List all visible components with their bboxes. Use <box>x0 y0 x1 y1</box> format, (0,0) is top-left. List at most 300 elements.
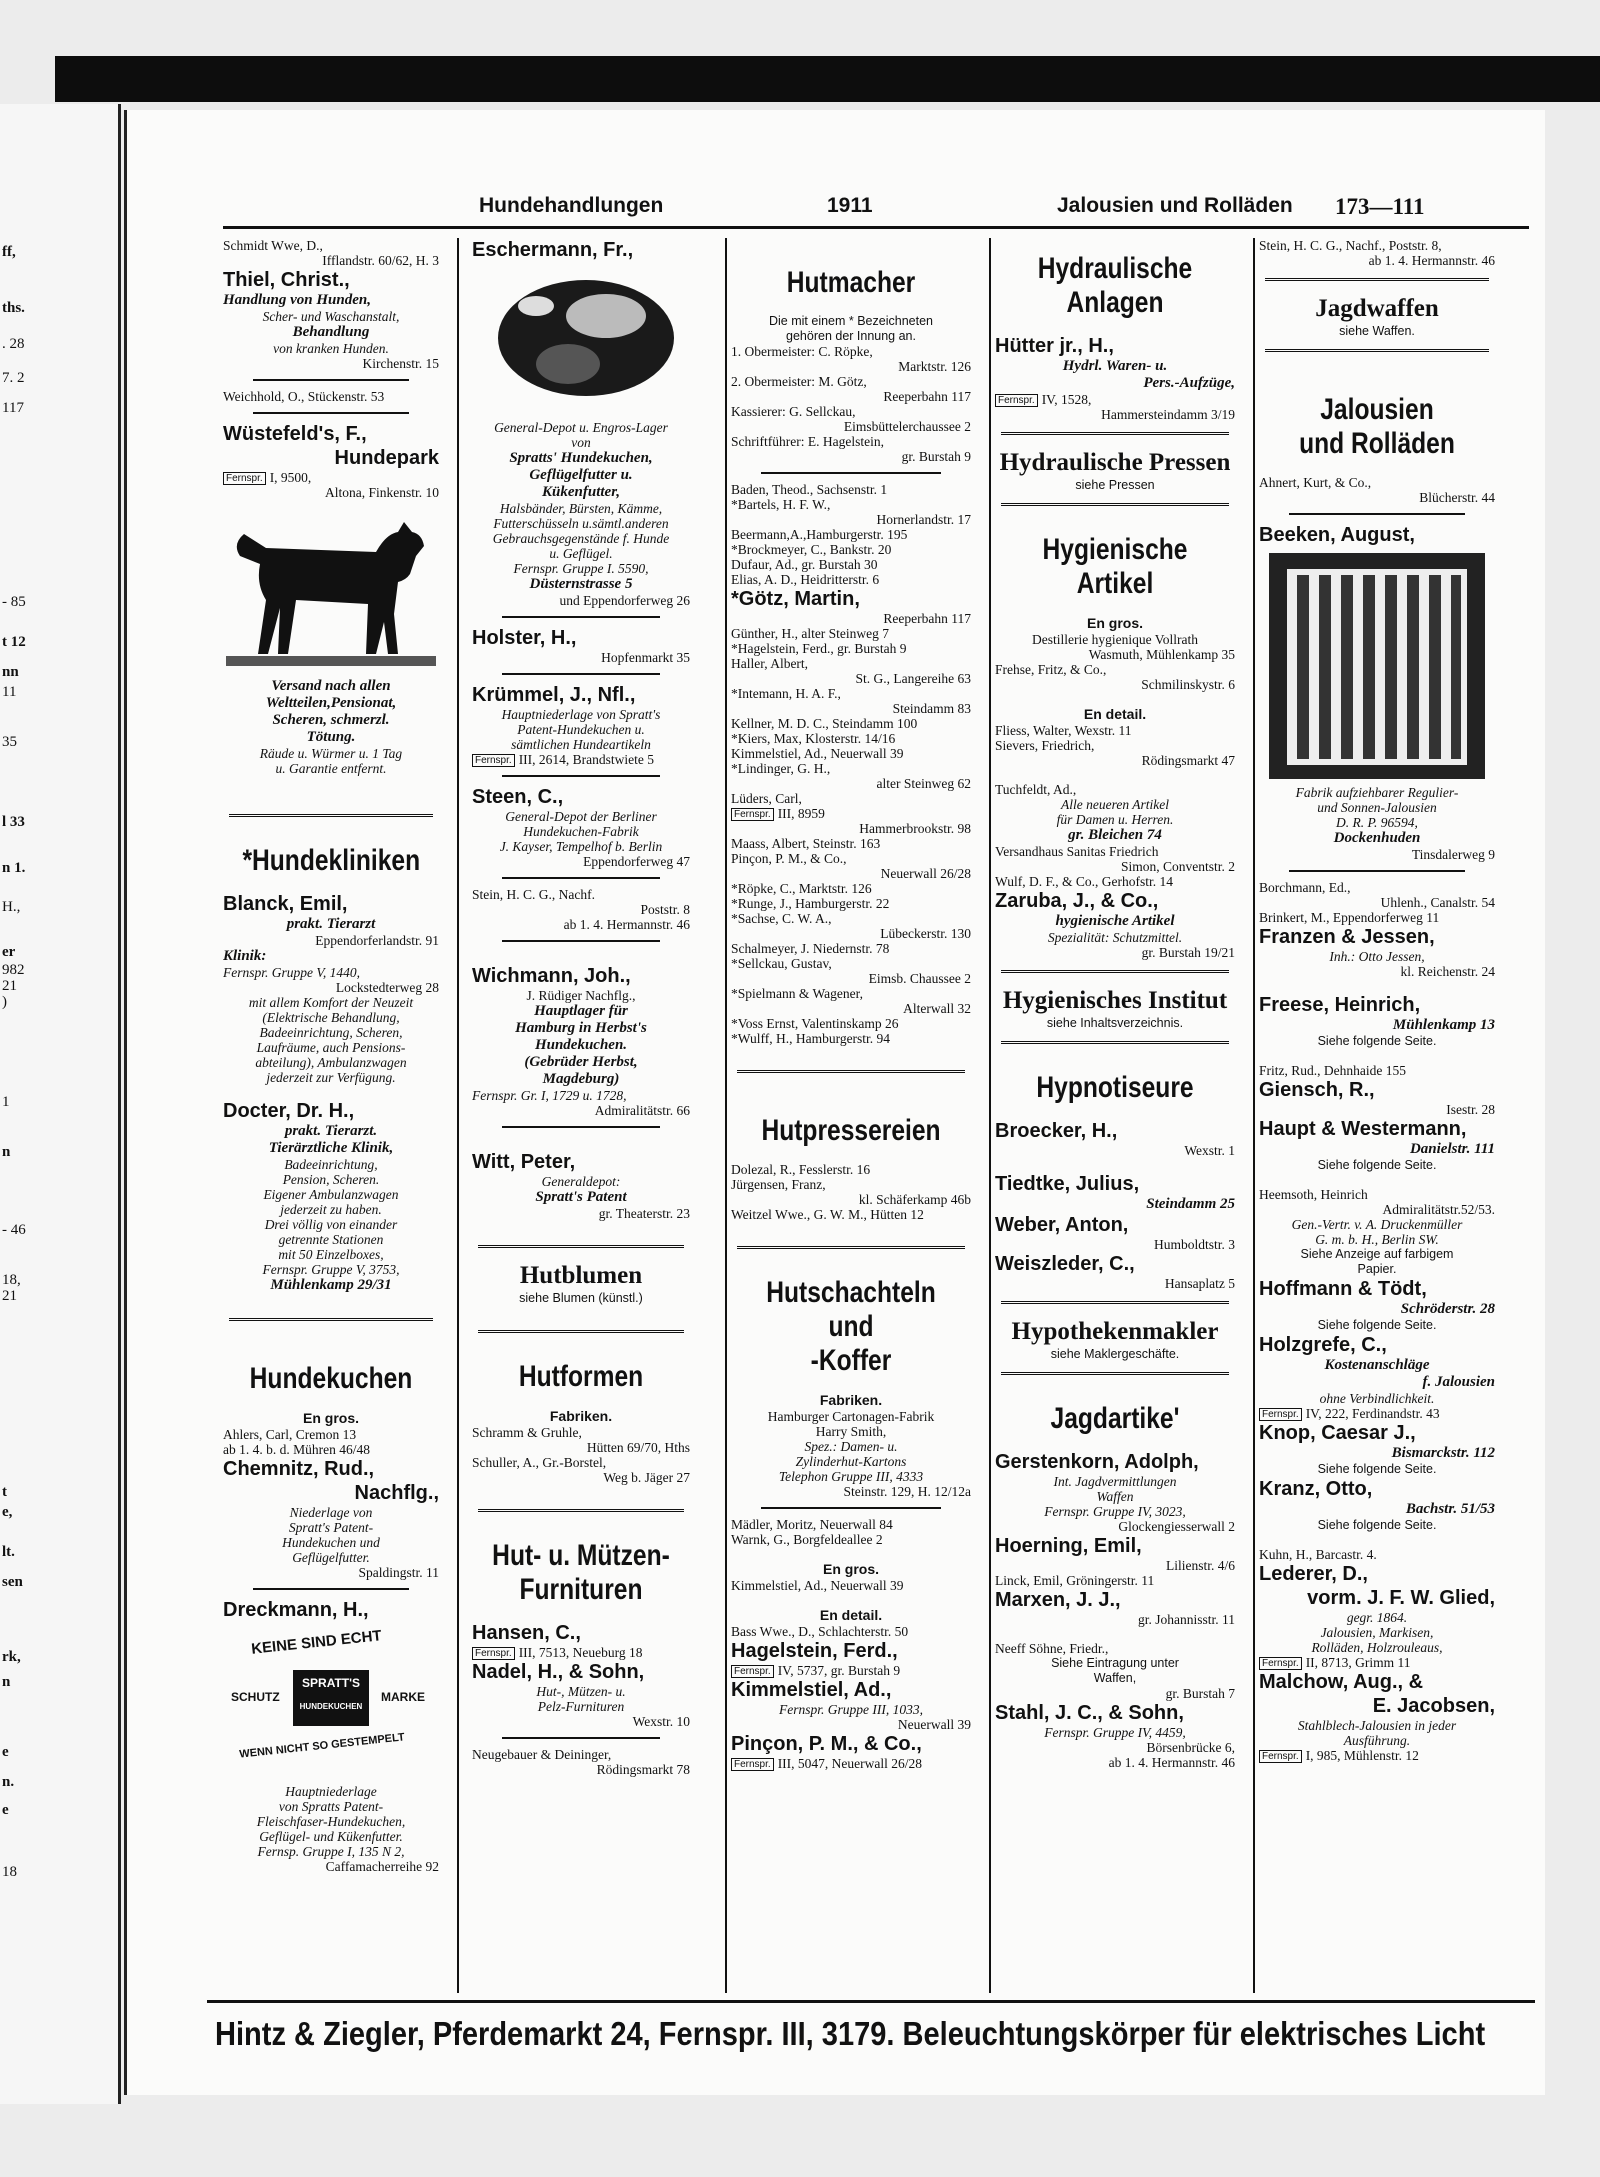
entry-line: Telephon Gruppe III, 4333 <box>778 1469 924 1484</box>
section-rule <box>737 1246 965 1252</box>
entry-line <box>223 470 439 485</box>
entry-line: D. R. P. 96594, <box>1336 815 1418 830</box>
entry-line: Lüders, Carl, <box>731 791 802 806</box>
left-page-fragment: t 12 <box>2 634 26 650</box>
left-page-fragment: ff, <box>2 244 16 260</box>
spacer <box>223 1396 439 1410</box>
header-year: 1911 <box>827 194 873 217</box>
entry-line: gr. Johannisstr. 11 <box>1137 1612 1235 1627</box>
cross-reference: Siehe folgende Seite. <box>1317 1034 1437 1048</box>
entry-line: *Röpke, C., Marktstr. 126 <box>731 881 872 896</box>
cross-reference: siehe Waffen. <box>1339 324 1415 338</box>
section-rule <box>253 379 409 381</box>
spacer <box>1259 1533 1495 1547</box>
spacer <box>1259 979 1495 993</box>
left-page-fragment: t <box>2 1484 7 1500</box>
section-heading: und Rolläden <box>1299 427 1455 460</box>
entry-line: Hydrl. Waren- u. <box>1062 358 1168 374</box>
entry-line: prakt. Tierarzt. <box>284 1123 378 1139</box>
entry-line: Bachstr. 51/53 <box>1405 1501 1495 1517</box>
spacer <box>472 1136 690 1150</box>
left-page-fragment: 18, <box>2 1272 21 1288</box>
logo-top-text: KEINE SIND ECHT <box>250 1627 383 1658</box>
section-rule <box>1001 503 1229 509</box>
entry-name: Holster, H., <box>472 627 577 649</box>
entry-line: Patent-Hundekuchen u. <box>517 722 645 737</box>
section-rule <box>478 1245 684 1251</box>
entry-line <box>1259 1406 1495 1421</box>
entry-line: Versand nach allen <box>271 678 391 694</box>
entry-name: Chemnitz, Rud., <box>223 1458 375 1480</box>
cross-reference: Papier. <box>1357 1262 1397 1276</box>
entry-name: Weber, Anton, <box>995 1214 1129 1236</box>
cross-reference: Siehe folgende Seite. <box>1317 1518 1437 1532</box>
entry-line: Humboldtstr. 3 <box>1153 1237 1235 1252</box>
spacer <box>731 1547 971 1561</box>
entry-line: Bismarckstr. 112 <box>1391 1445 1495 1461</box>
entry-line: Dockenhuden <box>1333 830 1421 846</box>
scan-border <box>55 56 1600 102</box>
entry-line: Futterschüsseln u.sämtl.anderen <box>493 516 669 531</box>
entry-line: Geflügelfutter u. <box>529 467 633 483</box>
entry-line: Stahlblech-Jalousien in jeder <box>1297 1718 1457 1733</box>
entry-line: mit 50 Einzelboxes, <box>278 1247 384 1262</box>
spacer <box>223 878 439 892</box>
spacer <box>1259 365 1495 393</box>
section-heading: Jagdartike' <box>1050 1402 1180 1435</box>
entry-name: Haupt & Westermann, <box>1259 1118 1467 1140</box>
entry-line: Fernspr. Gruppe V, 3753, <box>262 1262 400 1277</box>
entry-line: Mädler, Moritz, Neuerwall 84 <box>731 1517 893 1532</box>
entry-line: Schröderstr. 28 <box>1400 1301 1495 1317</box>
spacer <box>472 1221 690 1235</box>
entry-line <box>1259 1655 1495 1670</box>
entry-line: getrennte Stationen <box>278 1232 384 1247</box>
entry-name: Dreckmann, H., <box>223 1599 369 1621</box>
entry-line: Frehse, Fritz, & Co., <box>995 662 1107 677</box>
left-page-fragment: 11 <box>2 684 17 700</box>
spacer <box>995 1057 1235 1071</box>
entry-line: Alle neueren Artikel <box>1061 797 1169 812</box>
entry-line: Düsternstrasse 5 <box>529 576 633 592</box>
left-page-fragment: er <box>2 944 16 960</box>
left-page-fragment: 982 <box>2 962 25 978</box>
left-page-fragment: 21 <box>2 1288 17 1304</box>
entry-line: Hauptniederlage <box>285 1784 377 1799</box>
cross-reference: siehe Maklergeschäfte. <box>1050 1347 1180 1361</box>
subheading: En gros. <box>822 1561 879 1577</box>
cross-reference: Die mit einem * Bezeichneten <box>769 314 933 328</box>
section-heading: Hutformen <box>518 1360 644 1393</box>
entry-name: E. Jacobsen, <box>1372 1695 1495 1717</box>
spacer <box>731 1378 971 1392</box>
section-heading: Hutmacher <box>786 266 916 299</box>
spacer <box>472 1346 690 1360</box>
entry-line: Geflügel- und Kükenfutter. <box>259 1829 403 1844</box>
section-heading: Hypothekenmakler <box>1011 1318 1219 1345</box>
entry-line: Hamburg in Herbst's <box>515 1020 647 1036</box>
entry-line: Fleischfaser-Hundekuchen, <box>256 1814 406 1829</box>
section-heading: Anlagen <box>1066 286 1164 319</box>
entry-name: Beeken, August, <box>1259 524 1415 546</box>
spacer <box>731 300 971 314</box>
section-rule <box>1265 349 1489 355</box>
entry-text: III, 8959 <box>777 806 825 821</box>
section-rule <box>229 1318 433 1324</box>
entry-name: Weiszleder, C., <box>995 1253 1135 1275</box>
entry-line: Pinçon, P. M., & Co., <box>731 851 847 866</box>
spacer <box>731 1262 971 1276</box>
entry-line: Lilienstr. 4/6 <box>1166 1558 1235 1573</box>
entry-line: Fliess, Walter, Wexstr. 11 <box>995 723 1132 738</box>
column-divider <box>1253 238 1255 1993</box>
entry-line: Hütten 69/70, Hths <box>586 1440 690 1455</box>
section-heading: Hygienische Artikel <box>1042 533 1188 600</box>
entry-line <box>1259 1748 1495 1763</box>
entry-line: Fernspr. Gruppe V, 1440, <box>223 965 361 980</box>
entry-line: Marktstr. 126 <box>898 359 971 374</box>
entry-line: jederzeit zu haben. <box>280 1202 382 1217</box>
entry-line: Schalmeyer, J. Niedernstr. 78 <box>731 941 890 956</box>
entry-line: Ausführung. <box>1343 1733 1411 1748</box>
spacer <box>223 830 439 844</box>
entry-line: Halsbänder, Bürsten, Kämme, <box>499 501 663 516</box>
left-page-edge <box>0 104 121 2104</box>
entry-line: Ahnert, Kurt, & Co., <box>1259 475 1372 490</box>
cross-reference: siehe Inhaltsverzeichnis. <box>1046 1016 1184 1030</box>
spacer <box>1259 1173 1495 1187</box>
entry-line: Kellner, M. D. C., Steindamm 100 <box>731 716 918 731</box>
subheading: En detail. <box>1083 706 1147 722</box>
entry-line: (Gebrüder Herbst, <box>524 1054 638 1070</box>
entry-line: Hammersteindamm 3/19 <box>1101 407 1235 422</box>
entry-line: Hundekuchen und <box>282 1535 380 1550</box>
entry-line: Niederlage von <box>289 1505 373 1520</box>
entry-line: Börsenbrücke 6, <box>1146 1740 1235 1755</box>
entry-line: Eppendorferweg 47 <box>583 854 690 869</box>
entry-line: u. Garantie entfernt. <box>275 761 387 776</box>
section-rule <box>1265 278 1489 284</box>
telephone-badge: Fernspr. <box>731 1665 774 1678</box>
entry-line: kl. Schäferkamp 46b <box>858 1192 971 1207</box>
left-page-fragment: H., <box>2 899 21 915</box>
section-rule <box>1289 870 1465 872</box>
entry-line: Laufräume, auch Pensions- <box>256 1040 406 1055</box>
left-page-fragment: - 46 <box>2 1222 26 1238</box>
column-divider <box>989 238 991 1993</box>
entry-name: Franzen & Jessen, <box>1259 926 1435 948</box>
entry-line: Spratt's Patent <box>535 1189 627 1205</box>
entry-text: III, 2614, Brandstwiete 5 <box>518 752 655 767</box>
entry-line: *Runge, J., Hamburgerstr. 22 <box>731 896 890 911</box>
entry-line: Spezialität: Schutzmittel. <box>1047 930 1183 945</box>
entry-line: *Lindinger, G. H., <box>731 761 831 776</box>
entry-line: Eigener Ambulanzwagen <box>263 1187 399 1202</box>
section-heading: Jagdwaffen <box>1315 295 1439 322</box>
left-page-fragment: ) <box>2 994 7 1010</box>
entry-line: *Sachse, C. W. A., <box>731 911 832 926</box>
entry-line: Spratts' Hundekuchen, <box>509 450 653 466</box>
entry-line: Haller, Albert, <box>731 656 809 671</box>
cross-reference: siehe Pressen <box>1075 478 1155 492</box>
section-rule <box>229 814 433 820</box>
telephone-badge: Fernspr. <box>1259 1408 1302 1421</box>
entry-line: gr. Burstah 7 <box>1165 1686 1235 1701</box>
entry-name: Tiedtke, Julius, <box>995 1173 1140 1195</box>
section-rule <box>502 616 660 618</box>
entry-line: Tierärztliche Klinik, <box>268 1140 394 1156</box>
entry-line: Generaldepot: <box>541 1174 621 1189</box>
entry-name: Docter, Dr. H., <box>223 1100 355 1122</box>
entry-line: St. G., Langereihe 63 <box>855 671 971 686</box>
entry-line <box>731 1663 971 1678</box>
entry-line: Neugebauer & Deininger, <box>472 1747 612 1762</box>
entry-line: ab 1. 4. Hermannstr. 46 <box>1108 1755 1235 1770</box>
entry-line: und Sonnen-Jalousien <box>1317 800 1437 815</box>
section-heading: Hypnotiseure <box>1036 1071 1194 1104</box>
spacer <box>995 1436 1235 1450</box>
entry-line <box>731 1756 971 1771</box>
left-page-fragment: 21 <box>2 978 17 994</box>
entry-line: Eimsb. Chaussee 2 <box>868 971 971 986</box>
entry-line: Hammerbrookstr. 98 <box>859 821 971 836</box>
entry-line: Rolläden, Holzrouleaus, <box>1311 1640 1443 1655</box>
cross-reference: Siehe folgende Seite. <box>1317 1158 1437 1172</box>
spacer <box>995 519 1235 533</box>
cross-reference: gehören der Innung an. <box>786 329 916 343</box>
entry-line: Stein, H. C. G., Nachf. <box>472 887 595 902</box>
column-4 <box>995 238 1235 1770</box>
entry-text: I, 985, Mühlenstr. 12 <box>1305 1748 1419 1763</box>
section-rule <box>1001 1041 1229 1047</box>
jalousie-illustration <box>1267 551 1487 781</box>
entry-line: *Kiers, Max, Klosterstr. 14/16 <box>731 731 896 746</box>
entry-name: Wichmann, Joh., <box>472 965 631 987</box>
entry-line: Elias, A. D., Heidritterstr. 6 <box>731 572 880 587</box>
entry-line: Gebrauchsgegenstände f. Hunde <box>492 531 670 546</box>
section-heading: Jalousien <box>1320 393 1434 426</box>
entry-line <box>472 1645 690 1660</box>
entry-text: I, 9500, <box>269 470 312 485</box>
entry-line: Glockengiesserwall 2 <box>1118 1519 1235 1534</box>
section-heading: *Hundekliniken <box>242 844 421 877</box>
entry-name: Malchow, Aug., & <box>1259 1671 1424 1693</box>
section-rule <box>502 877 660 879</box>
entry-line: für Damen u. Herren. <box>1056 812 1174 827</box>
entry-line: *Spielmann & Wagener, <box>731 986 863 1001</box>
entry-line: ab 1. 4. b. d. Mühren 46/48 <box>223 1442 370 1457</box>
entry-line: Schramm & Gruhle, <box>472 1425 582 1440</box>
spacer <box>995 692 1235 706</box>
section-rule <box>502 1737 660 1739</box>
entry-line: Pelz-Furnituren <box>537 1699 625 1714</box>
logo-center-text: SPRATT'S <box>293 1670 369 1726</box>
entry-line: Baden, Theod., Sachsenstr. 1 <box>731 482 888 497</box>
column-divider <box>725 238 727 1993</box>
entry-name: Witt, Peter, <box>472 1151 576 1173</box>
entry-line: Maass, Albert, Steinstr. 163 <box>731 836 881 851</box>
entry-line: Schmilinskystr. 6 <box>1141 677 1235 692</box>
section-rule <box>1001 1301 1229 1307</box>
column-3 <box>731 238 971 1771</box>
section-rule <box>478 1509 684 1515</box>
entry-line: Weltteilen,Pensionat, <box>265 695 397 711</box>
left-page-fragment: n <box>2 1144 11 1160</box>
entry-line: Handlung von Hunden, <box>223 292 371 308</box>
entry-line: Lockstedterweg 28 <box>335 980 439 995</box>
entry-line: Dolezal, R., Fesslerstr. 16 <box>731 1162 871 1177</box>
spacer <box>995 1158 1235 1172</box>
entry-line: Eimsbüttelerchaussee 2 <box>843 419 971 434</box>
entry-line: Weg b. Jäger 27 <box>603 1470 690 1485</box>
entry-line: Kassierer: G. Sellckau, <box>731 404 856 419</box>
entry-line: *Hagelstein, Ferd., gr. Burstah 9 <box>731 641 907 656</box>
entry-line: Tuchfeldt, Ad., <box>995 782 1077 797</box>
entry-name: Nadel, H., & Sohn, <box>472 1661 645 1683</box>
entry-line: Geflügelfutter. <box>292 1550 370 1565</box>
entry-line: Scher- und Waschanstalt, <box>262 309 400 324</box>
section-heading: Hutblumen <box>519 1262 643 1289</box>
entry-name: Gerstenkorn, Adolph, <box>995 1451 1199 1473</box>
entry-line: Blücherstr. 44 <box>1419 490 1495 505</box>
entry-name: Kranz, Otto, <box>1259 1478 1373 1500</box>
left-page-fragment: nn <box>2 664 19 680</box>
left-page-fragment: - 85 <box>2 594 26 610</box>
entry-name: Broecker, H., <box>995 1120 1118 1142</box>
entry-name: Thiel, Christ., <box>223 269 350 291</box>
entry-line: und Eppendorferweg 26 <box>559 593 690 608</box>
entry-line: Schuller, A., Gr.-Borstel, <box>472 1455 607 1470</box>
entry-line: Günther, H., alter Steinweg 7 <box>731 626 890 641</box>
entry-line: Mühlenkamp 13 <box>1392 1017 1495 1033</box>
spacer <box>223 1294 439 1308</box>
entry-line: 1. Obermeister: C. Röpke, <box>731 344 873 359</box>
telephone-badge: Fernspr. <box>731 1758 774 1771</box>
entry-line: Warnk, G., Borgfeldeallee 2 <box>731 1532 883 1547</box>
entry-line: Rödingsmarkt 47 <box>1141 753 1235 768</box>
spacer <box>995 768 1235 782</box>
entry-name: Freese, Heinrich, <box>1259 994 1421 1016</box>
entry-line: Poststr. 8 <box>640 902 690 917</box>
entry-name: Nachflg., <box>354 1482 439 1504</box>
entry-line: *Sellckau, Gustav, <box>731 956 832 971</box>
entry-line: Schriftführer: E. Hagelstein, <box>731 434 884 449</box>
entry-name: Hagelstein, Ferd., <box>731 1640 898 1662</box>
entry-line: Versandhaus Sanitas Friedrich <box>995 844 1159 859</box>
cross-reference: Siehe Anzeige auf farbigem <box>1300 1247 1454 1261</box>
cross-reference: Siehe Eintragung unter <box>1051 1656 1179 1670</box>
entry-line: Fritz, Rud., Dehnhaide 155 <box>1259 1063 1406 1078</box>
column-divider <box>457 238 459 1993</box>
cross-reference: Siehe folgende Seite. <box>1317 1462 1437 1476</box>
entry-line: Beermann,A.,Hamburgerstr. 195 <box>731 527 908 542</box>
entry-line: Altona, Finkenstr. 10 <box>325 485 439 500</box>
spacer <box>223 776 439 804</box>
section-heading: Hutschachteln und <box>766 1276 936 1343</box>
entry-line: Behandlung <box>292 324 370 340</box>
cross-reference: Waffen, <box>1093 1671 1137 1685</box>
left-page-fragment: e, <box>2 1504 13 1520</box>
entry-line: Steindamm 25 <box>1146 1196 1235 1212</box>
section-heading: -Koffer <box>810 1344 892 1377</box>
entry-line: Hansaplatz 5 <box>1164 1276 1235 1291</box>
entry-line: von kranken Hunden. <box>273 341 389 356</box>
entry-line: Borchmann, Ed., <box>1259 880 1351 895</box>
entry-line: Kimmelstiel, Ad., Neuerwall 39 <box>731 1578 904 1593</box>
section-heading: Hydraulische Pressen <box>999 449 1231 476</box>
spacer <box>472 1394 690 1408</box>
entry-line: Heemsoth, Heinrich <box>1259 1187 1368 1202</box>
section-heading: Furnituren <box>519 1573 643 1606</box>
entry-line: Spez.: Damen- u. <box>804 1439 898 1454</box>
subheading: Fabriken. <box>819 1392 883 1408</box>
entry-line: Hauptlager für <box>534 1003 628 1019</box>
spacer <box>472 1525 690 1539</box>
section-rule <box>1001 1372 1229 1378</box>
section-rule <box>253 1588 409 1590</box>
entry-name: Holzgrefe, C., <box>1259 1334 1387 1356</box>
entry-line: Sievers, Friedrich, <box>995 738 1095 753</box>
section-rule <box>502 673 660 675</box>
entry-line: jederzeit zur Verfügung. <box>266 1070 396 1085</box>
entry-line: J. Kayser, Tempelhof b. Berlin <box>499 839 663 854</box>
subheading: En gros. <box>302 1410 359 1426</box>
entry-line: Kostenanschläge <box>1324 1357 1430 1373</box>
spacer <box>731 238 971 266</box>
entry-name: Marxen, J. J., <box>995 1589 1121 1611</box>
spacer <box>731 1593 971 1607</box>
entry-line: Bass Wwe., D., Schlachterstr. 50 <box>731 1624 909 1639</box>
section-heading: Hutpressereien <box>761 1114 941 1147</box>
spacer <box>472 1607 690 1621</box>
entry-name: Hoerning, Emil, <box>995 1535 1142 1557</box>
entry-line: gr. Burstah 9 <box>901 449 971 464</box>
entry-line: *Bartels, H. F. W., <box>731 497 831 512</box>
entry-line: Alterwall 32 <box>903 1001 971 1016</box>
dog-illustration <box>226 504 436 674</box>
entry-line: Klinik: <box>223 948 267 964</box>
entry-line: Destillerie hygienique Vollrath <box>1032 632 1198 647</box>
left-page-fragment: l 33 <box>2 814 25 830</box>
entry-line: Pension, Scheren. <box>282 1172 380 1187</box>
spacer <box>731 1086 971 1114</box>
entry-line: Waffen <box>1096 1489 1134 1504</box>
entry-line: Fernspr. Gruppe IV, 4459, <box>1044 1725 1186 1740</box>
entry-line: Drei völlig von einander <box>264 1217 398 1232</box>
left-page-fragment: 7. 2 <box>2 370 25 386</box>
entry-line: Weitzel Wwe., G. W. M., Hütten 12 <box>731 1207 924 1222</box>
logo-bottom-text: WENN NICHT SO GESTEMPELT <box>238 1731 406 1761</box>
entry-name: vorm. J. F. W. Glied, <box>1307 1587 1495 1609</box>
telephone-badge: Fernspr. <box>223 472 266 485</box>
header-rule <box>223 226 1529 229</box>
left-page-fragment: sen <box>2 1574 23 1590</box>
spacer <box>995 1627 1235 1641</box>
entry-name: Pinçon, P. M., & Co., <box>731 1733 922 1755</box>
entry-line: gr. Burstah 19/21 <box>1141 945 1235 960</box>
entry-line <box>731 806 971 821</box>
entry-name: Hoffmann & Tödt, <box>1259 1278 1427 1300</box>
telephone-badge: Fernspr. <box>472 1647 515 1660</box>
entry-line: Hopfenmarkt 35 <box>601 650 690 665</box>
entry-name: *Götz, Martin, <box>731 588 860 610</box>
section-rule <box>502 940 660 942</box>
section-rule <box>502 1126 660 1128</box>
entry-line: Räude u. Würmer u. 1 Tag <box>259 746 403 761</box>
left-page-fragment: e <box>2 1744 9 1760</box>
entry-line: Kirchenstr. 15 <box>362 356 439 371</box>
entry-line: General-Depot der Berliner <box>505 809 657 824</box>
